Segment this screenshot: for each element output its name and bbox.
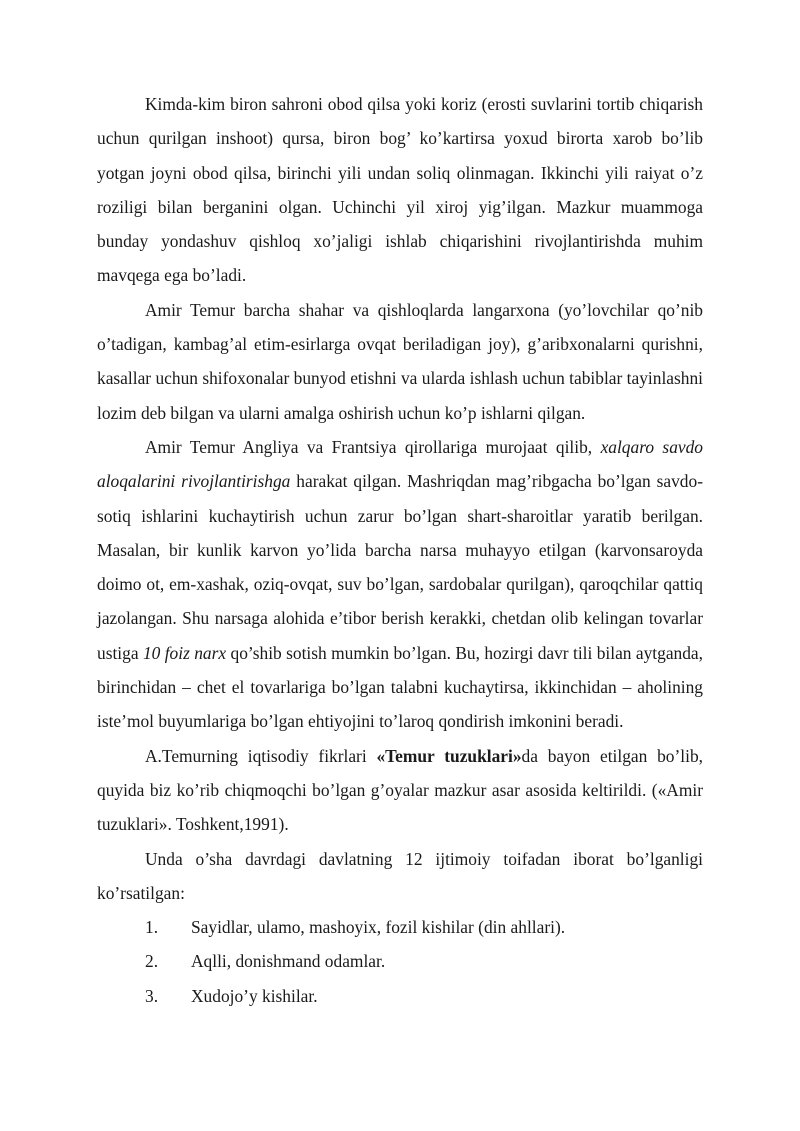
- text-run: Amir Temur barcha shahar va qishloqlarda langarxona (yo’lovchilar qo’nib o’tadigan, kambag’al etim-esirlarga ovqat beriladigan joy), g’aribxonalarni qurishni, kasallar uchun shifoxonalar bunyod etishni va ularda ishlash uchun tabiblar tayinlashni lozim deb bilgan va ularni amalga oshirish uchun ko’p ishlarni qilgan.: [97, 299, 703, 423]
- text-run: Unda o’sha davrdagi davlatning 12 ijtimoiy toifadan iborat bo’lganligi ko’rsatilgan:: [97, 848, 703, 903]
- paragraph-1: [97, 87, 703, 293]
- text-run: A.Temurning iqtisodiy fikrlari: [145, 745, 377, 766]
- paragraph-5: [97, 842, 703, 911]
- italic-text-run: 10 foiz narx: [142, 642, 227, 663]
- list-item: [97, 910, 703, 944]
- list-text: Aqlli, donishmand odamlar.: [191, 951, 386, 972]
- bold-text-run: «Temur tuzuklari»: [376, 745, 522, 766]
- text-run: Amir Temur Angliya va Frantsiya qirollariga murojaat qilib,: [145, 436, 601, 457]
- paragraph-4: [97, 739, 703, 842]
- paragraph-2: [97, 293, 703, 430]
- text-run: da bayon etilgan bo’lib, quyida biz ko’rib chiqmoqchi bo’lgan g’oyalar mazkur asar asosida keltirildi. («Amir tuzuklari». Toshkent,1991).: [97, 745, 703, 835]
- text-run: qo’shib sotish mumkin bo’lgan. Bu, hozirgi davr tili bilan aytganda, birinchidan – chet el tovarlariga bo’lgan talabni kuchaytirsa, ikkinchidan – aholining iste’mol buyumlariga bo’lgan ehtiyojini to’laroq qondirish imkonini beradi.: [97, 642, 703, 732]
- list-text: Sayidlar, ulamo, mashoyix, fozil kishilar (din ahllari).: [191, 917, 566, 938]
- text-run: Kimda-kim biron sahroni obod qilsa yoki koriz (erosti suvlarini tortib chiqarish uchun qurilgan inshoot) qursa, biron bog’ ko’kartirsa yoxud birorta xarob bo’lib yotgan joyni obod qilsa, birinchi yili undan soliq olinmagan. Ikkinchi yili raiyat o’z roziligi bilan berganini olgan. Uchinchi yil xiroj yig’ilgan. Mazkur muammoga bunday yondashuv qishloq xo’jaligi ishlab chiqarishini rivojlantirishda muhim mavqega ega bo’ladi.: [97, 94, 703, 286]
- list-item: [97, 979, 703, 1013]
- paragraph-3: [97, 430, 703, 739]
- document-page: [97, 87, 703, 1013]
- italic-text-run: xalqaro savdo aloqalarini rivojlantirishga: [97, 436, 704, 492]
- list-text: Xudojo’y kishilar.: [191, 985, 318, 1006]
- list-item: [97, 944, 703, 978]
- text-run: harakat qilgan. Mashriqdan mag’ribgacha bo’lgan savdo-sotiq ishlarini kuchaytirish uchun zarur bo’lgan shart-sharoitlar yaratib berilgan. Masalan, bir kunlik karvon yo’lida barcha narsa muhayyo etilgan (karvonsaroyda doimo ot, em-xashak, oziq-ovqat, suv bo’lgan, sardobalar qurilgan), qaroqchilar qattiq jazolangan. Shu narsaga alohida e’tibor berish kerakki, chetdan olib kelingan tovarlar ustiga: [97, 471, 703, 663]
- list-number: 2.: [145, 951, 159, 972]
- list-number: 1.: [145, 917, 159, 938]
- list-number: 3.: [145, 985, 159, 1006]
